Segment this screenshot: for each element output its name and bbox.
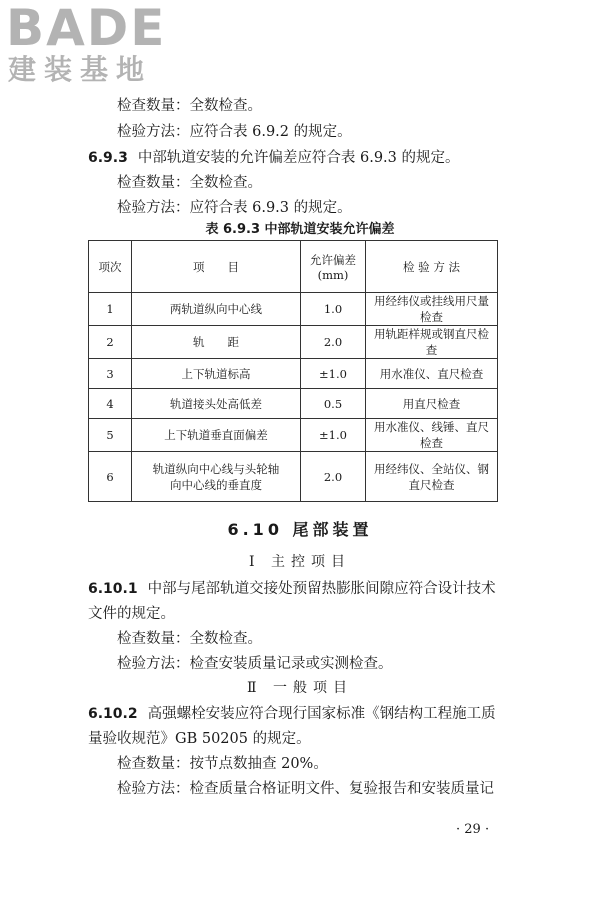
- cell-method: 用水准仪、线锤、直尺检查: [366, 419, 498, 452]
- clause-number: 6.10.1: [88, 581, 138, 597]
- header-index: 项次: [89, 241, 132, 293]
- table-caption: 表 6.9.3 中部轨道安装允许偏差: [205, 222, 395, 237]
- cell-index: 5: [89, 419, 132, 452]
- clause-text: 中部与尾部轨道交接处预留热膨胀间隙应符合设计技术: [147, 581, 496, 597]
- check-method-line: 检验方法：应符合表 6.9.2 的规定。: [117, 124, 352, 140]
- cell-method: 用经纬仪、全站仪、钢直尺检查: [366, 452, 498, 502]
- clause-text-continued: 文件的规定。: [88, 606, 175, 622]
- table-header-row: [89, 241, 498, 293]
- logo: [6, 2, 166, 86]
- cell-item: 轨 距: [132, 326, 301, 359]
- cell-tolerance: 0.5: [301, 389, 366, 419]
- table-row: [89, 293, 498, 326]
- cell-index: 3: [89, 359, 132, 389]
- clause-number: 6.10.2: [88, 706, 138, 722]
- general-items-heading: Ⅱ 一般项目: [247, 680, 353, 696]
- cell-method: 用轨距样规或钢直尺检查: [366, 326, 498, 359]
- cell-index: 2: [89, 326, 132, 359]
- cell-tolerance: ±1.0: [301, 419, 366, 452]
- clause-6-10-1: [88, 577, 496, 598]
- cell-method: 用直尺检查: [366, 389, 498, 419]
- logo-chinese: 建装基地: [8, 53, 153, 86]
- cell-method: 用水准仪、直尺检查: [366, 359, 498, 389]
- cell-tolerance: 2.0: [301, 452, 366, 502]
- clause-text-continued: 量验收规范》GB 50205 的规定。: [88, 731, 311, 747]
- header-method: 检 验 方 法: [366, 241, 498, 293]
- cell-item: 两轨道纵向中心线: [132, 293, 301, 326]
- table-row: [89, 452, 498, 502]
- main-control-heading: Ⅰ 主控项目: [249, 554, 351, 570]
- cell-item: 上下轨道垂直面偏差: [132, 419, 301, 452]
- cell-item: 轨道纵向中心线与头轮轴向中心线的垂直度: [132, 452, 301, 502]
- cell-tolerance: ±1.0: [301, 359, 366, 389]
- cell-index: 4: [89, 389, 132, 419]
- table-row: [89, 359, 498, 389]
- check-quantity-line: 检查数量：全数检查。: [117, 631, 262, 647]
- page-number: · 29 ·: [456, 822, 490, 837]
- cell-index: 6: [89, 452, 132, 502]
- header-tolerance: 允许偏差(mm): [301, 241, 366, 293]
- clause-text: 高强螺栓安装应符合现行国家标准《钢结构工程施工质: [147, 706, 496, 722]
- cell-tolerance: 1.0: [301, 293, 366, 326]
- table-row: [89, 326, 498, 359]
- cell-index: 1: [89, 293, 132, 326]
- clause-6-9-3: [88, 146, 460, 167]
- section-title: 6.10 尾部装置: [227, 520, 373, 539]
- table-row: [89, 389, 498, 419]
- check-method-line: 检验方法：应符合表 6.9.3 的规定。: [117, 200, 352, 216]
- cell-item: 上下轨道标高: [132, 359, 301, 389]
- check-quantity-line: 检查数量：全数检查。: [117, 98, 262, 114]
- tolerance-table: [88, 240, 498, 502]
- logo-wordmark: BADE: [6, 0, 167, 57]
- check-method-line: 检验方法：检查质量合格证明文件、复验报告和安装质量记: [117, 781, 494, 797]
- clause-number: 6.9.3: [88, 150, 128, 166]
- cell-tolerance: 2.0: [301, 326, 366, 359]
- clause-text: 中部轨道安装的允许偏差应符合表 6.9.3 的规定。: [137, 150, 460, 166]
- table-row: [89, 419, 498, 452]
- cell-method: 用经纬仪或挂线用尺量检查: [366, 293, 498, 326]
- clause-6-10-2: [88, 702, 496, 723]
- check-method-line: 检验方法：检查安装质量记录或实测检查。: [117, 656, 393, 672]
- cell-item: 轨道接头处高低差: [132, 389, 301, 419]
- check-quantity-line: 检查数量：全数检查。: [117, 175, 262, 191]
- check-quantity-line: 检查数量：按节点数抽查 20%。: [117, 756, 328, 772]
- header-item: 项 目: [132, 241, 301, 293]
